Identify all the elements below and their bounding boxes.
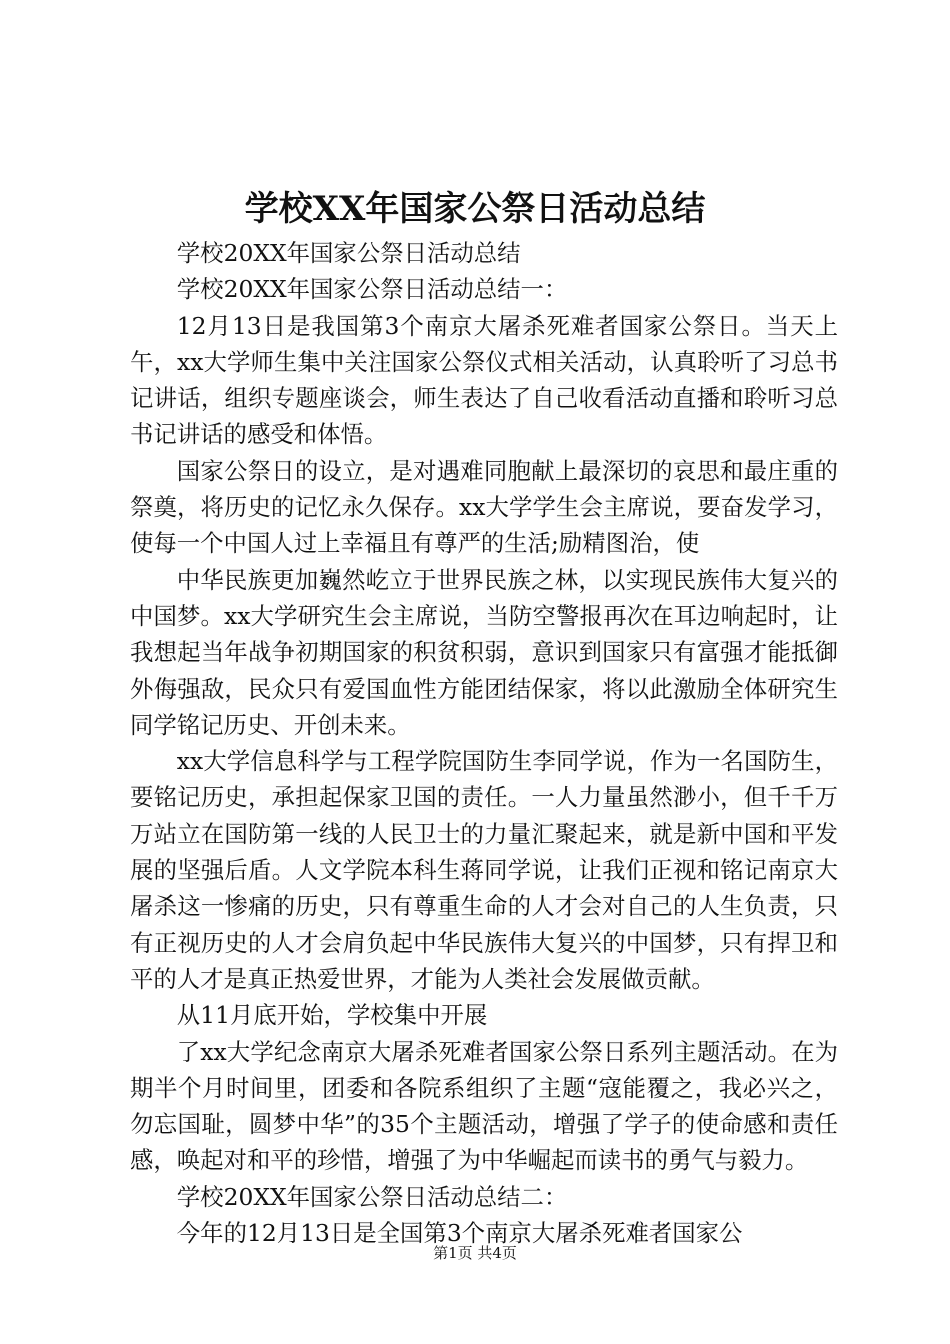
document-title: 学校XX年国家公祭日活动总结 [244,189,706,229]
paragraph-section-two-start: 今年的12月13日是全国第3个南京大屠杀死难者国家公 [176,1219,743,1248]
paragraph-intro: 12月13日是我国第3个南京大屠杀死难者国家公祭日。当天上午，xx大学师生集中关注国家公祭仪式相关活动，认真聆听了习总书记讲话，组织专题座谈会，师生表达了自己收看活动直播和聆听习总书记讲话的感受和体悟。 [130,311,838,449]
paragraph-significance: 国家公祭日的设立，是对遇难同胞献上最深切的哀思和最庄重的祭奠，将历史的记忆永久保存。xx大学学生会主席说，要奋发学习，使每一个中国人过上幸福且有尊严的生活;励精图治，使 [130,456,838,558]
paragraph-activities-start: 从11月底开始，学校集中开展 [176,1001,488,1030]
document-body [130,235,838,1251]
paragraph-nation: 中华民族更加巍然屹立于世界民族之林，以实现民族伟大复兴的中国梦。xx大学研究生会主席说，当防空警报再次在耳边响起时，让我想起当年战争初期国家的积贫积弱，意识到国家只有富强才能抵御外侮强敌，民众只有爱国血性方能团结保家，将以此激励全体研究生同学铭记历史、开创未来。 [130,565,838,739]
paragraph-section-two-heading: 学校20XX年国家公祭日活动总结二： [176,1182,568,1211]
paragraph-subtitle: 学校20XX年国家公祭日活动总结 [176,239,521,267]
paragraph-activities: 了xx大学纪念南京大屠杀死难者国家公祭日系列主题活动。在为期半个月时间里，团委和各院系组织了主题“寇能覆之，我必兴之，勿忘国耻，圆梦中华”的35个主题活动，增强了学子的使命感和责任感，唤起对和平的珍惜，增强了为中华崛起而读书的勇气与毅力。 [130,1037,838,1175]
paragraph-student-voices: xx大学信息科学与工程学院国防生李同学说，作为一名国防生，要铭记历史，承担起保家卫国的责任。一人力量虽然渺小，但千千万万站立在国防第一线的人民卫士的力量汇聚起来，就是新中国和平发展的坚强后盾。人文学院本科生蒋同学说，让我们正视和铭记南京大屠杀这一惨痛的历史，只有尊重生命的人才会对自己的人生负责，只有正视历史的人才会肩负起中华民族伟大复兴的中国梦，只有捍卫和平的人才是真正热爱世界，才能为人类社会发展做贡献。 [130,747,838,993]
page-footer: 第1页 共4页 [433,1244,517,1262]
paragraph-section-one-heading: 学校20XX年国家公祭日活动总结一： [176,275,568,304]
